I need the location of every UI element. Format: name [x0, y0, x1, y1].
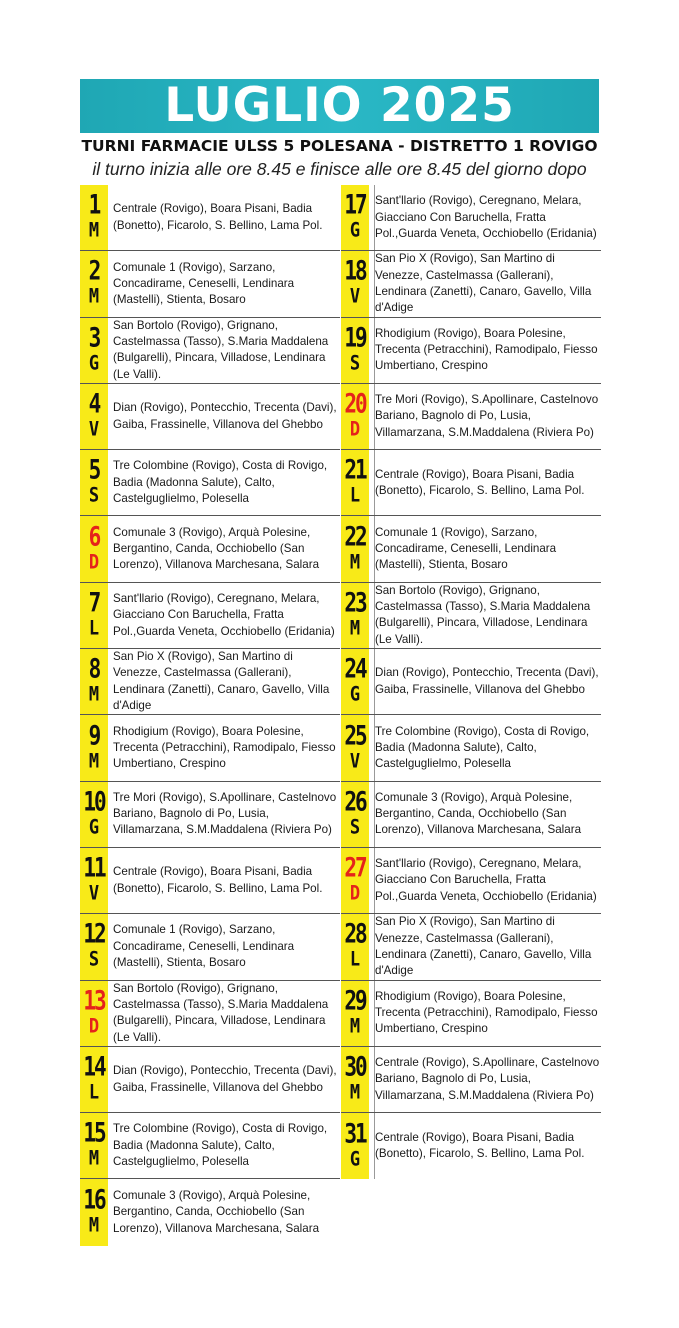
day-number: 25 — [344, 720, 366, 751]
day-number: 19 — [344, 322, 366, 353]
day-cell — [80, 981, 108, 1046]
weekday-letter: L — [88, 1081, 100, 1105]
pharmacy-list: San Pio X (Rovigo), San Martino di Venezze, Castelmassa (Gallerani), Lendinara (Zanetti), Canaro, Gavello, Villa d'Adige — [113, 650, 330, 713]
day-number: 12 — [83, 919, 105, 950]
day-cell — [341, 1113, 369, 1179]
day-row — [341, 450, 601, 516]
pharmacy-list-cell — [113, 649, 340, 714]
pharmacy-list: Comunale 1 (Rovigo), Sarzano, Concadirame, Ceneselli, Lendinara (Mastelli), Stienta, Bosaro — [375, 525, 557, 572]
day-row — [341, 1047, 601, 1113]
pharmacy-list: Centrale (Rovigo), Boara Pisani, Badia (Bonetto), Ficarolo, S. Bellino, Lama Pol. — [375, 1131, 585, 1161]
day-cell — [341, 782, 369, 847]
day-cell — [80, 318, 108, 383]
pharmacy-list-cell — [374, 1113, 601, 1179]
day-cell — [80, 914, 108, 979]
weekday-letter: L — [88, 617, 100, 641]
day-row — [341, 251, 601, 317]
pharmacy-list: Dian (Rovigo), Pontecchio, Trecenta (Davi), Gaiba, Frassinelle, Villanova del Ghebbo — [113, 401, 337, 431]
day-row — [341, 914, 601, 980]
day-row — [80, 1047, 340, 1113]
day-row — [80, 516, 340, 582]
pharmacy-list-cell — [113, 185, 340, 250]
day-number: 15 — [83, 1118, 105, 1149]
day-cell — [341, 318, 369, 383]
day-row — [341, 384, 601, 450]
pharmacy-list-cell — [374, 914, 601, 979]
weekday-letter: V — [88, 882, 100, 906]
day-cell — [341, 516, 369, 581]
day-cell — [80, 384, 108, 449]
page-subtitle: TURNI FARMACIE ULSS 5 POLESANA - DISTRETTO 1 ROVIGO — [81, 137, 598, 155]
day-row — [80, 384, 340, 450]
weekday-letter: M — [88, 1147, 100, 1171]
day-row — [341, 583, 601, 649]
pharmacy-list: Rhodigium (Rovigo), Boara Polesine, Trecenta (Petracchini), Ramodipalo, Fiesso Umbertiano, Crespino — [113, 724, 336, 771]
day-number: 28 — [344, 919, 366, 950]
day-number: 17 — [344, 190, 366, 221]
weekday-letter: M — [88, 285, 100, 309]
day-number: 20 — [344, 388, 366, 419]
pharmacy-list-cell — [374, 384, 601, 449]
weekday-letter: D — [88, 1015, 100, 1039]
day-cell — [80, 848, 108, 913]
day-cell — [80, 251, 108, 316]
day-row — [80, 981, 340, 1047]
pharmacy-list-cell — [374, 450, 601, 515]
day-row — [341, 848, 601, 914]
schedule-info-text: il turno inizia alle ore 8.45 e finisce alle ore 8.45 del giorno dopo — [92, 159, 587, 179]
pharmacy-list: Tre Colombine (Rovigo), Costa di Rovigo, Badia (Madonna Salute), Calto, Castelguglielmo, Polesella — [113, 459, 328, 505]
day-cell — [80, 583, 108, 648]
weekday-letter: M — [349, 551, 361, 575]
day-cell — [341, 848, 369, 913]
day-cell — [80, 516, 108, 581]
pharmacy-list-cell — [113, 516, 340, 581]
day-number: 8 — [88, 654, 100, 685]
day-number: 3 — [88, 322, 100, 353]
day-cell — [341, 715, 369, 780]
day-cell — [341, 450, 369, 515]
day-row — [341, 649, 601, 715]
day-row — [341, 715, 601, 781]
day-row — [80, 914, 340, 980]
pharmacy-list-cell — [374, 715, 601, 780]
pharmacy-list: Centrale (Rovigo), Boara Pisani, Badia (Bonetto), Ficarolo, S. Bellino, Lama Pol. — [113, 202, 323, 232]
pharmacy-list-cell — [113, 251, 340, 316]
pharmacy-list: Tre Mori (Rovigo), S.Apollinare, Castelnovo Bariano, Bagnolo di Po, Lusia, Villamarzana, S.M.Maddalena (Riviera Po) — [113, 790, 337, 837]
pharmacy-list-cell — [374, 251, 601, 316]
day-number: 21 — [344, 455, 366, 486]
pharmacy-list-cell — [113, 1113, 340, 1178]
pharmacy-list-cell — [374, 185, 601, 250]
right-day-column — [341, 185, 601, 1179]
weekday-letter: G — [349, 219, 361, 243]
left-day-column — [80, 185, 340, 1246]
day-row — [341, 782, 601, 848]
day-cell — [341, 583, 369, 648]
day-cell — [80, 450, 108, 515]
day-row — [80, 649, 340, 715]
weekday-letter: G — [88, 352, 100, 376]
day-cell — [80, 185, 108, 250]
day-row — [80, 318, 340, 384]
pharmacy-list: Dian (Rovigo), Pontecchio, Trecenta (Davi), Gaiba, Frassinelle, Villanova del Ghebbo — [113, 1064, 337, 1094]
day-row — [80, 1179, 340, 1245]
pharmacy-list-cell — [374, 1047, 601, 1112]
weekday-letter: M — [88, 1214, 100, 1238]
pharmacy-list: Tre Mori (Rovigo), S.Apollinare, Castelnovo Bariano, Bagnolo di Po, Lusia, Villamarzana, S.M.Maddalena (Riviera Po) — [375, 393, 599, 439]
weekday-letter: M — [88, 749, 100, 773]
day-cell — [80, 1179, 108, 1245]
weekday-letter: S — [88, 484, 100, 508]
day-number: 11 — [83, 852, 105, 883]
pharmacy-list-cell — [113, 1179, 340, 1245]
day-cell — [341, 981, 369, 1046]
pharmacy-list: Rhodigium (Rovigo), Boara Polesine, Trecenta (Petracchini), Ramodipalo, Fiesso Umbertiano, Crespino — [375, 989, 598, 1036]
pharmacy-list: San Bortolo (Rovigo), Grignano, Castelmassa (Tasso), S.Maria Maddalena (Bulgarelli), Pincara, Villadose, Lendinara (Le Valli). — [375, 583, 591, 646]
pharmacy-list: San Pio X (Rovigo), San Martino di Venezze, Castelmassa (Gallerani), Lendinara (Zanetti), Canaro, Gavello, Villa d'Adige — [375, 915, 592, 978]
pharmacy-list-cell — [113, 848, 340, 913]
pharmacy-list: Comunale 1 (Rovigo), Sarzano, Concadirame, Ceneselli, Lendinara (Mastelli), Stienta, Bosaro — [113, 923, 295, 970]
day-number: 6 — [88, 521, 100, 552]
weekday-letter: S — [349, 352, 361, 376]
pharmacy-list: Sant'llario (Rovigo), Ceregnano, Melara, Giacciano Con Baruchella, Fratta Pol.,Guarda Veneta, Occhiobello (Eridania) — [375, 194, 597, 240]
day-number: 26 — [344, 786, 366, 817]
day-number: 4 — [88, 388, 100, 419]
weekday-letter: M — [349, 1015, 361, 1039]
weekday-letter: S — [349, 816, 361, 840]
weekday-letter: L — [349, 948, 361, 972]
pharmacy-list: Sant'llario (Rovigo), Ceregnano, Melara, Giacciano Con Baruchella, Fratta Pol.,Guarda Veneta, Occhiobello (Eridania) — [113, 591, 335, 638]
month-title-banner: LUGLIO 2025 — [80, 79, 599, 133]
pharmacy-list-cell — [374, 583, 601, 648]
day-number: 13 — [83, 985, 105, 1016]
weekday-letter: G — [349, 1148, 361, 1172]
pharmacy-list-cell — [374, 516, 601, 581]
weekday-letter: V — [349, 749, 361, 773]
day-number: 31 — [344, 1118, 366, 1149]
day-row — [80, 715, 340, 781]
pharmacy-list-cell — [113, 583, 340, 648]
pharmacy-list-cell — [113, 1047, 340, 1112]
pharmacy-list: Centrale (Rovigo), Boara Pisani, Badia (Bonetto), Ficarolo, S. Bellino, Lama Pol. — [375, 467, 585, 497]
pharmacy-list-cell — [113, 384, 340, 449]
pharmacy-list: Comunale 3 (Rovigo), Arquà Polesine, Bergantino, Canda, Occhiobello (San Lorenzo), Villanova Marchesana, Salara — [375, 790, 582, 837]
day-number: 14 — [83, 1051, 105, 1082]
day-number: 23 — [344, 587, 366, 618]
weekday-letter: M — [88, 219, 100, 243]
weekday-letter: G — [88, 816, 100, 840]
weekday-letter: G — [349, 683, 361, 707]
pharmacy-list: San Bortolo (Rovigo), Grignano, Castelmassa (Tasso), S.Maria Maddalena (Bulgarelli), Pincara, Villadose, Lendinara (Le Valli). — [113, 981, 329, 1044]
weekday-letter: M — [349, 617, 361, 641]
day-number: 24 — [344, 654, 366, 685]
weekday-letter: V — [88, 418, 100, 442]
pharmacy-list-cell — [374, 782, 601, 847]
day-cell — [80, 1047, 108, 1112]
day-cell — [80, 782, 108, 847]
day-row — [80, 583, 340, 649]
day-cell — [341, 649, 369, 714]
weekday-letter: M — [88, 683, 100, 707]
pharmacy-list: Comunale 3 (Rovigo), Arquà Polesine, Bergantino, Canda, Occhiobello (San Lorenzo), Villanova Marchesana, Salara — [113, 525, 320, 572]
pharmacy-list-cell — [374, 981, 601, 1046]
day-row — [80, 1113, 340, 1179]
day-row — [341, 516, 601, 582]
day-row — [341, 981, 601, 1047]
weekday-letter: V — [349, 285, 361, 309]
weekday-letter: M — [349, 1081, 361, 1105]
pharmacy-list-cell — [113, 782, 340, 847]
day-row — [341, 185, 601, 251]
day-number: 10 — [83, 786, 105, 817]
pharmacy-list-cell — [374, 649, 601, 714]
day-cell — [80, 715, 108, 780]
day-row — [80, 450, 340, 516]
weekday-letter: D — [349, 418, 361, 442]
day-cell — [341, 914, 369, 979]
pharmacy-list: Comunale 3 (Rovigo), Arquà Polesine, Bergantino, Canda, Occhiobello (San Lorenzo), Villanova Marchesana, Salara — [113, 1189, 320, 1235]
day-number: 5 — [88, 455, 100, 486]
day-cell — [80, 1113, 108, 1178]
day-number: 29 — [344, 985, 366, 1016]
day-number: 1 — [88, 190, 100, 221]
pharmacy-list: Centrale (Rovigo), S.Apollinare, Castelnovo Bariano, Bagnolo di Po, Lusia, Villamarzana, S.M.Maddalena (Riviera Po) — [375, 1056, 600, 1102]
day-row — [341, 318, 601, 384]
day-cell — [341, 185, 369, 250]
pharmacy-list-cell — [374, 848, 601, 913]
pharmacy-list: Comunale 1 (Rovigo), Sarzano, Concadirame, Ceneselli, Lendinara (Mastelli), Stienta, Bosaro — [113, 260, 295, 307]
pharmacy-list: Sant'llario (Rovigo), Ceregnano, Melara, Giacciano Con Baruchella, Fratta Pol.,Guarda Veneta, Occhiobello (Eridania) — [375, 857, 597, 903]
day-cell — [80, 649, 108, 714]
day-number: 18 — [344, 256, 366, 287]
pharmacy-list: Tre Colombine (Rovigo), Costa di Rovigo, Badia (Madonna Salute), Calto, Castelguglielmo, Polesella — [113, 1122, 328, 1168]
pharmacy-list: Rhodigium (Rovigo), Boara Polesine, Trecenta (Petracchini), Ramodipalo, Fiesso Umbertiano, Crespino — [375, 326, 598, 373]
day-row — [80, 782, 340, 848]
day-number: 2 — [88, 256, 100, 287]
day-row — [80, 848, 340, 914]
pharmacy-list: Dian (Rovigo), Pontecchio, Trecenta (Davi), Gaiba, Frassinelle, Villanova del Ghebbo — [375, 666, 599, 696]
day-number: 22 — [344, 521, 366, 552]
pharmacy-list-cell — [374, 318, 601, 383]
pharmacy-list: Centrale (Rovigo), Boara Pisani, Badia (Bonetto), Ficarolo, S. Bellino, Lama Pol. — [113, 865, 323, 895]
day-number: 9 — [88, 720, 100, 751]
pharmacy-list: Tre Colombine (Rovigo), Costa di Rovigo, Badia (Madonna Salute), Calto, Castelguglielmo, Polesella — [375, 724, 590, 771]
pharmacy-list-cell — [113, 981, 340, 1046]
weekday-letter: S — [88, 948, 100, 972]
day-row — [80, 185, 340, 251]
day-cell — [341, 1047, 369, 1112]
weekday-letter: L — [349, 484, 361, 508]
pharmacy-list-cell — [113, 450, 340, 515]
weekday-letter: D — [88, 551, 100, 575]
day-cell — [341, 251, 369, 316]
day-cell — [341, 384, 369, 449]
pharmacy-list-cell — [113, 914, 340, 979]
day-number: 27 — [344, 852, 366, 883]
pharmacy-list: San Bortolo (Rovigo), Grignano, Castelmassa (Tasso), S.Maria Maddalena (Bulgarelli), Pincara, Villadose, Lendinara (Le Valli). — [113, 318, 329, 381]
pharmacy-list: San Pio X (Rovigo), San Martino di Venezze, Castelmassa (Gallerani), Lendinara (Zanetti), Canaro, Gavello, Villa d'Adige — [375, 252, 592, 315]
weekday-letter: D — [349, 882, 361, 906]
day-number: 7 — [88, 587, 100, 618]
day-number: 16 — [83, 1184, 105, 1215]
day-row — [80, 251, 340, 317]
day-row — [341, 1113, 601, 1179]
pharmacy-list-cell — [113, 715, 340, 780]
pharmacy-list-cell — [113, 318, 340, 383]
day-number: 30 — [344, 1051, 366, 1082]
